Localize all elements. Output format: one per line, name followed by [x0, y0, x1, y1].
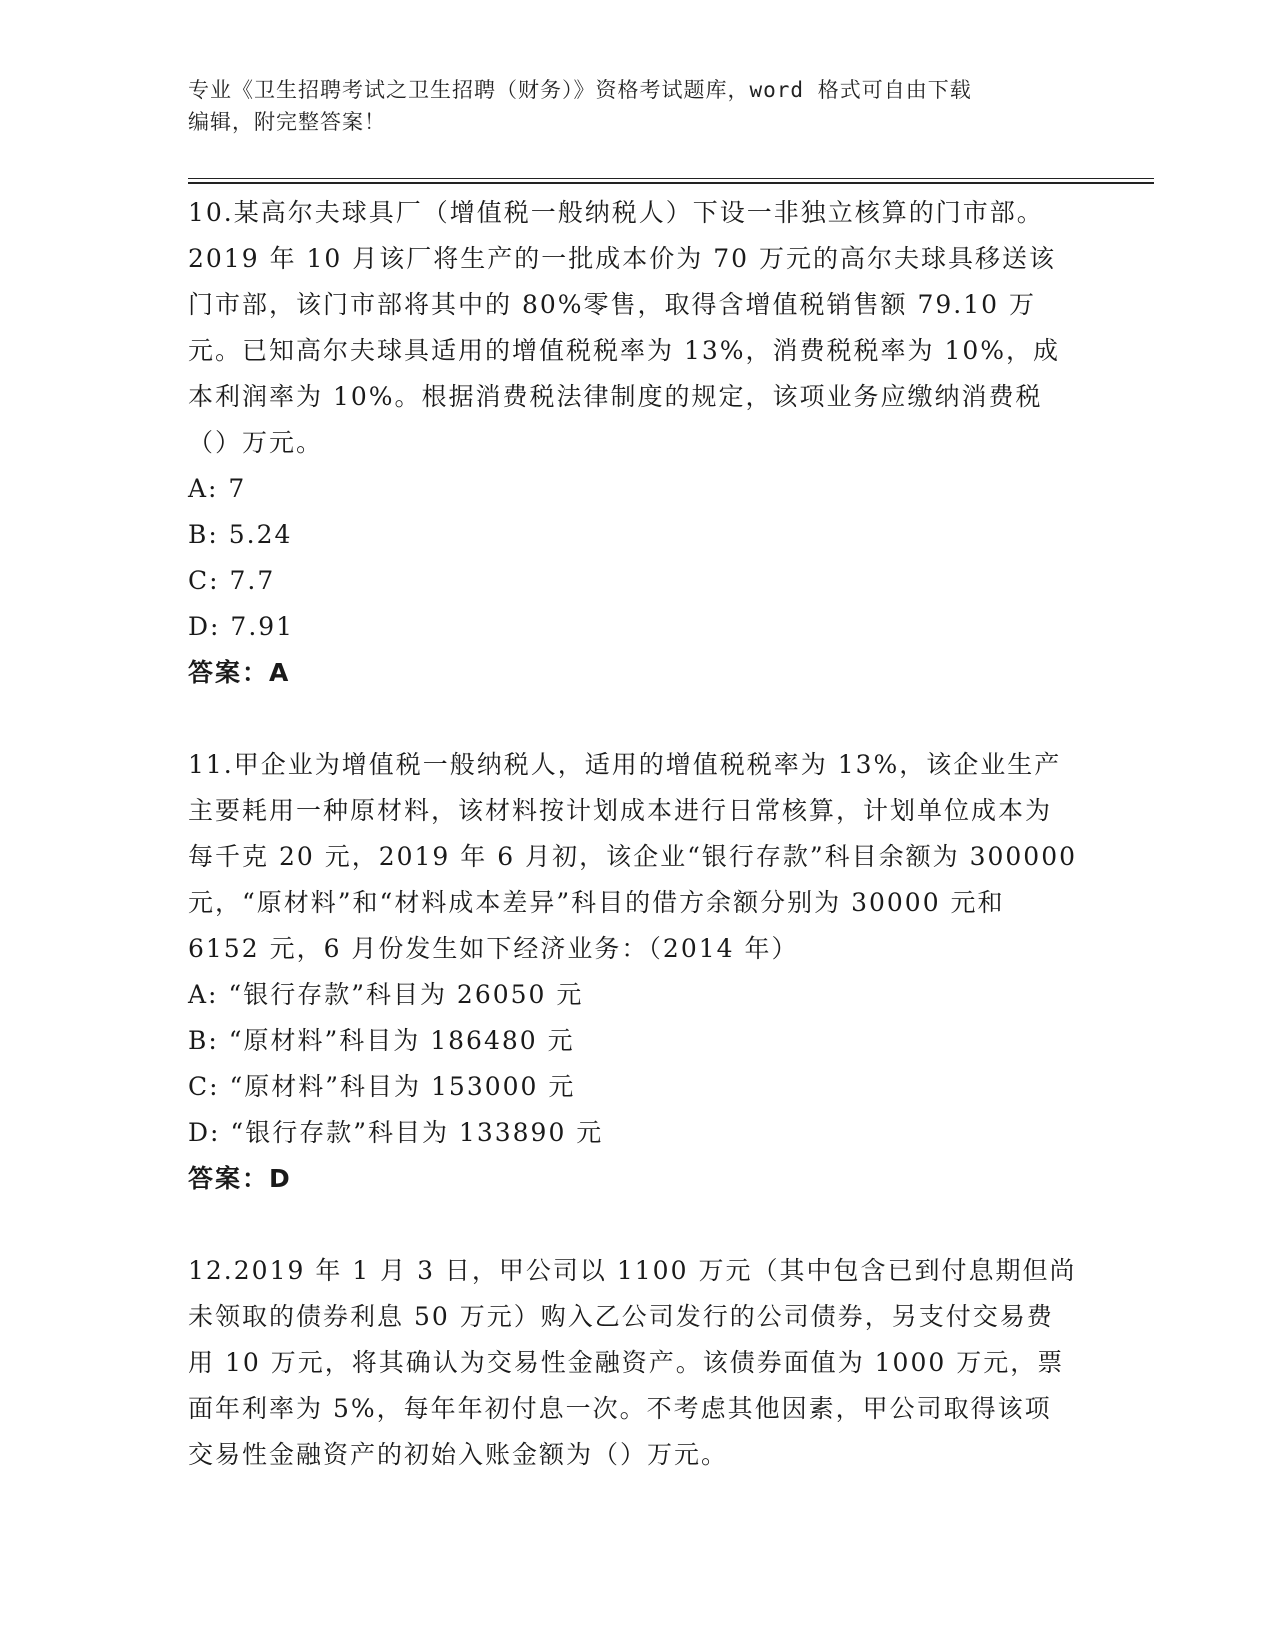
question-12 — [188, 1248, 1078, 1478]
header-rule-thick — [188, 182, 1154, 184]
option-c: C: 7.7 — [188, 566, 276, 595]
header-line-2: 编辑，附完整答案！ — [188, 110, 386, 134]
question-text: 10.某高尔夫球具厂（增值税一般纳税人）下设一非独立核算的门市部。2019 年 10 月该厂将生产的一批成本价为 70 万元的高尔夫球具移送该门市部，该门市部将其中的 80%零售，取得含增值税销售额 79.10 万元。已知高尔夫球具适用的增值税税率为 13%，消费税税率为 10%，成本利润率为 10%。根据消费税法律制度的规定，该项业务应缴纳消费税（）万元。 — [188, 198, 1061, 457]
answer: 答案：A — [188, 658, 291, 687]
option-c: C: “原材料”科目为 153000 元 — [188, 1072, 576, 1101]
option-a: A: 7 — [188, 474, 247, 503]
option-d: D: 7.91 — [188, 612, 295, 641]
question-text: 12.2019 年 1 月 3 日，甲公司以 1100 万元（其中包含已到付息期但尚未领取的债券利息 50 万元）购入乙公司发行的公司债券，另支付交易费用 10 万元，将其确认为交易性金融资产。该债券面值为 1000 万元，票面年利率为 5%，每年年初付息一次。不考虑其他因素，甲公司取得该项交易性金融资产的初始入账金额为（）万元。 — [188, 1256, 1077, 1469]
page-header — [188, 74, 1068, 138]
question-text: 11.甲企业为增值税一般纳税人，适用的增值税税率为 13%，该企业生产主要耗用一种原材料，该材料按计划成本进行日常核算，计划单位成本为每千克 20 元，2019 年 6 月初，该企业“银行存款”科目余额为 300000 元，“原材料”和“材料成本差异”科目的借方余额分别为 30000 元和 6152 元，6 月份发生如下经济业务：（2014 年） — [188, 750, 1078, 963]
question-list — [188, 190, 1078, 1524]
option-b: B: 5.24 — [188, 520, 293, 549]
header-rule-thin — [188, 178, 1154, 179]
option-d: D: “银行存款”科目为 133890 元 — [188, 1118, 604, 1147]
question-10 — [188, 190, 1078, 696]
option-b: B: “原材料”科目为 186480 元 — [188, 1026, 575, 1055]
answer: 答案：D — [188, 1164, 292, 1193]
header-line-1: 专业《卫生招聘考试之卫生招聘（财务）》资格考试题库，word 格式可自由下载 — [188, 78, 972, 102]
option-a: A: “银行存款”科目为 26050 元 — [188, 980, 584, 1009]
question-11 — [188, 742, 1078, 1202]
